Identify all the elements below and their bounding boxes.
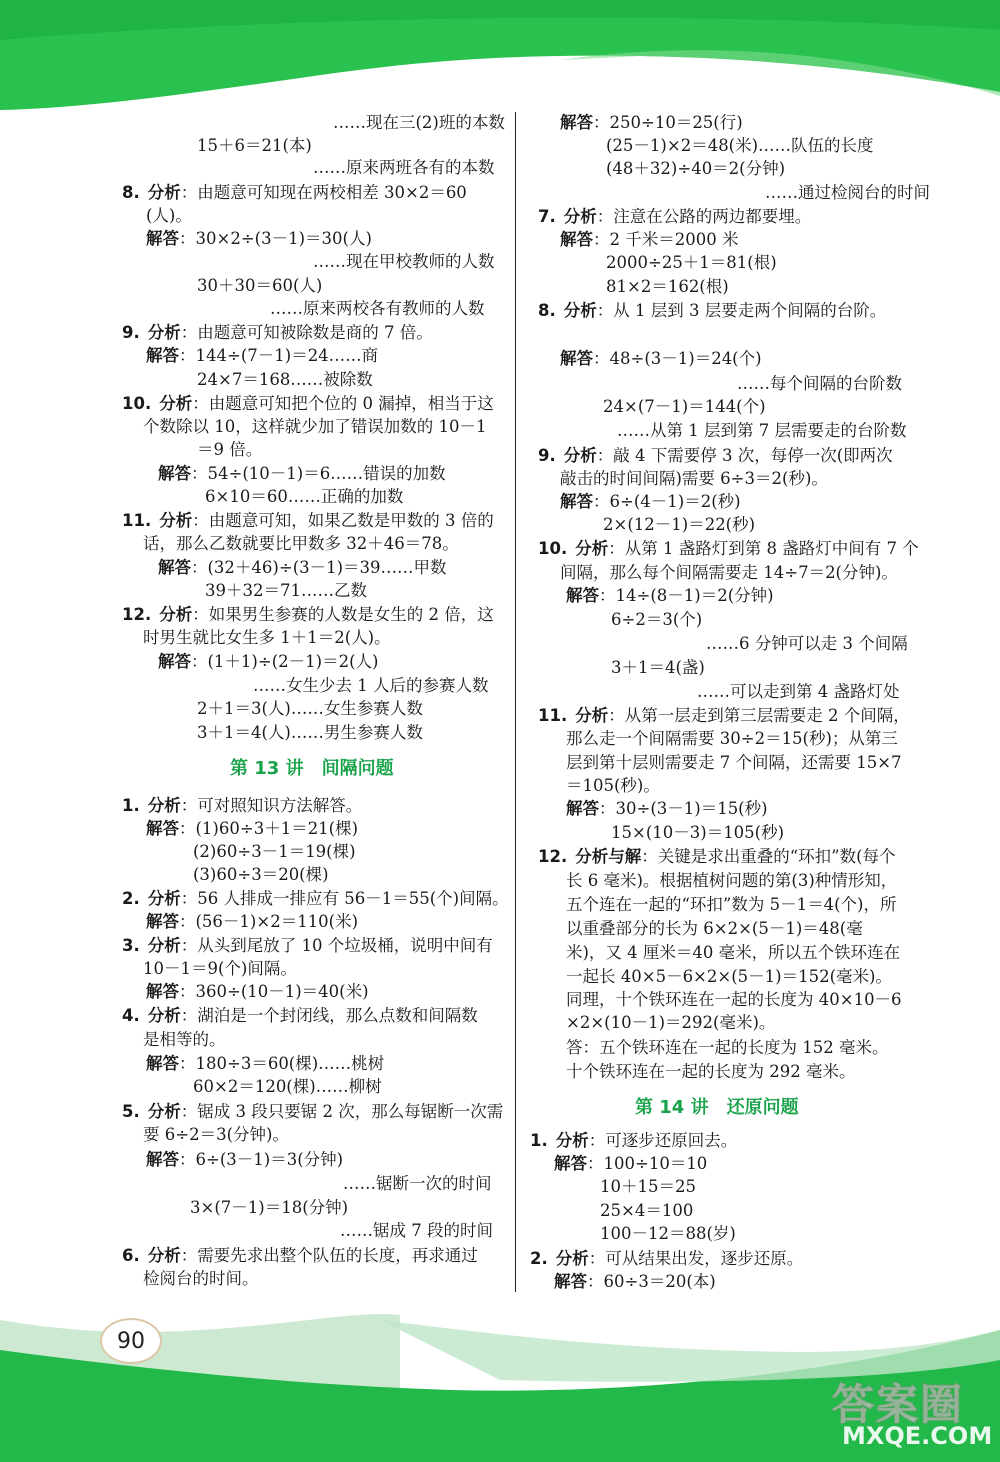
left-answer-line xyxy=(158,651,378,673)
problem-number: 10. xyxy=(122,394,152,413)
line-text: (2)60÷3－1＝19(棵) xyxy=(193,842,356,861)
line-text: ＝9 倍。 xyxy=(197,440,263,459)
right-text-line xyxy=(606,135,874,157)
left-answer-line xyxy=(146,981,369,1003)
line-text: ：6÷(3－1)＝3(分钟) xyxy=(179,1150,344,1169)
right-text-line xyxy=(600,1200,693,1222)
line-text: ：从头到尾放了 10 个垃圾桶，说明中间有 xyxy=(180,936,493,955)
left-answer-line xyxy=(146,911,358,933)
watermark-logo: 答案圈 xyxy=(832,1380,965,1429)
section-tag: 分析 xyxy=(147,889,181,908)
line-text: 3＋1＝4(人)……男生参赛人数 xyxy=(197,723,423,742)
left-text-line xyxy=(193,864,329,886)
section-tag: 分析 xyxy=(147,1246,181,1265)
section-tag: 解答 xyxy=(146,1150,179,1169)
line-text: ……可以走到第 4 盏路灯处 xyxy=(697,682,900,701)
line-text: ……现在甲校教师的人数 xyxy=(313,252,495,271)
left-answer-line xyxy=(146,345,378,367)
line-text: ：(32＋46)÷(3－1)＝39……甲数 xyxy=(191,558,447,577)
left-text-line xyxy=(143,958,297,980)
line-text: 话，那么乙数就要比甲数多 32＋46＝78。 xyxy=(143,534,459,553)
section-tag: 解答 xyxy=(146,1054,179,1073)
left-answer-line xyxy=(146,818,358,840)
right-text-line xyxy=(566,942,900,964)
problem-number: 1. xyxy=(122,796,140,815)
top-decorative-band xyxy=(0,0,1000,130)
line-text: ：(1＋1)÷(2－1)＝2(人) xyxy=(191,652,379,671)
line-text: (3)60÷3＝20(棵) xyxy=(193,865,329,884)
line-text: 3×(7－1)＝18(分钟) xyxy=(190,1198,349,1217)
left-answer-line xyxy=(146,228,372,250)
line-text: 敲击的时间间隔)需要 6÷3＝2(秒)。 xyxy=(560,469,828,488)
line-text: 检阅台的时间。 xyxy=(143,1269,259,1288)
line-text: 是相等的。 xyxy=(143,1030,226,1049)
left-text-line xyxy=(143,1268,259,1290)
right-text-line xyxy=(566,1012,775,1034)
problem-number: 1. xyxy=(530,1131,548,1150)
right-text-line xyxy=(566,1037,888,1059)
right-text-line xyxy=(611,657,705,679)
line-text: 10－1＝9(个)间隔。 xyxy=(143,959,297,978)
line-text: ：敲 4 下需要停 3 次，每停一次(即两次 xyxy=(596,446,893,465)
line-text: ：360÷(10－1)＝40(米) xyxy=(179,982,369,1001)
line-text: (人)。 xyxy=(146,206,192,225)
left-problem-5 xyxy=(122,1101,503,1123)
left-problem-11 xyxy=(122,510,494,532)
line-text: (25－1)×2＝48(米)……队伍的长度 xyxy=(606,136,874,155)
section-tag: 分析 xyxy=(147,183,181,202)
right-text-line xyxy=(566,918,863,940)
section-tag: 解答 xyxy=(146,346,179,365)
line-text: ……原来两班各有的本数 xyxy=(313,158,495,177)
problem-number: 10. xyxy=(538,539,568,558)
problem-number: 9. xyxy=(538,446,556,465)
line-text: ：关键是求出重叠的“环扣”数(每个 xyxy=(641,847,896,866)
line-text: 100－12＝88(岁) xyxy=(600,1224,736,1243)
line-text: 以重叠部分的长为 6×2×(5－1)＝48(毫 xyxy=(566,919,863,938)
section-tag: 分析 xyxy=(147,796,181,815)
section-tag: 解答 xyxy=(560,113,593,132)
line-text: 15×(10－3)＝105(秒) xyxy=(611,823,785,842)
right-answer-line xyxy=(560,491,741,513)
left-text-line xyxy=(313,157,495,179)
section-tag: 解答 xyxy=(560,230,593,249)
right-problem-2 xyxy=(530,1248,803,1270)
line-text: 25×4＝100 xyxy=(600,1201,694,1220)
right-problem-1 xyxy=(530,1130,737,1152)
line-text: ：48÷(3－1)＝24(个) xyxy=(593,349,762,368)
section-tag: 解答 xyxy=(146,912,179,931)
line-text: 30＋30＝60(人) xyxy=(197,276,323,295)
left-text-line xyxy=(193,841,356,863)
line-text: ……锯断一次的时间 xyxy=(343,1174,492,1193)
right-answer-line xyxy=(560,112,743,134)
right-text-line xyxy=(600,1223,736,1245)
section-tag: 分析 xyxy=(563,301,597,320)
right-text-line xyxy=(606,276,729,298)
right-answer-line xyxy=(554,1153,707,1175)
line-text: ：(1)60÷3＋1＝21(棵) xyxy=(179,819,359,838)
left-text-line xyxy=(343,1173,492,1195)
right-text-line xyxy=(566,752,902,774)
line-text: ：需要先求出整个队伍的长度，再求通过 xyxy=(180,1246,478,1265)
line-text: ：湖泊是一个封闭线，那么点数和间隔数 xyxy=(180,1006,478,1025)
line-text: ：6÷(4－1)＝2(秒) xyxy=(593,492,741,511)
section-tag: 解答 xyxy=(566,586,599,605)
left-answer-line xyxy=(158,463,446,485)
line-text: 24×(7－1)＝144(个) xyxy=(603,397,766,416)
right-text-line xyxy=(566,728,898,750)
line-text: ：由题意可知把个位的 0 漏掉，相当于这 xyxy=(192,394,494,413)
heading-part1: 第 13 讲 xyxy=(230,758,304,779)
section-tag: 分析 xyxy=(575,706,609,725)
section-tag: 解答 xyxy=(560,349,593,368)
section-tag: 解答 xyxy=(146,229,179,248)
problem-number: 8. xyxy=(538,301,556,320)
line-text: 时男生就比女生多 1＋1＝2(人)。 xyxy=(143,628,391,647)
right-text-line xyxy=(765,182,930,204)
line-text: ……通过检阅台的时间 xyxy=(765,183,930,202)
problem-number: 12. xyxy=(122,605,152,624)
line-text: ×2×(10－1)＝292(毫米)。 xyxy=(566,1013,776,1032)
right-text-line xyxy=(606,158,785,180)
right-text-line xyxy=(600,1176,696,1198)
line-text: ：注意在公路的两边都要埋。 xyxy=(596,207,812,226)
section-tag: 分析 xyxy=(563,446,597,465)
section-tag: 解答 xyxy=(146,819,179,838)
right-text-line xyxy=(697,681,900,703)
page-number: 90 xyxy=(100,1318,162,1364)
line-text: ：从 1 层到 3 层要走两个间隔的台阶。 xyxy=(596,301,887,320)
line-text: 五个连在一起的“环扣”数为 5－1＝4(个)，所 xyxy=(566,895,897,914)
left-text-line xyxy=(270,298,485,320)
line-text: ……每个间隔的台阶数 xyxy=(737,374,902,393)
section-tag: 解答 xyxy=(158,652,191,671)
left-answer-line xyxy=(146,1149,343,1171)
right-text-line xyxy=(566,966,892,988)
section-tag: 解答 xyxy=(560,492,593,511)
section-tag: 分析 xyxy=(159,394,193,413)
left-text-line xyxy=(146,205,192,227)
problem-number: 3. xyxy=(122,936,140,955)
line-text: (48＋32)÷40＝2(分钟) xyxy=(606,159,786,178)
right-text-line xyxy=(606,252,777,274)
left-text-line xyxy=(190,1197,348,1219)
line-text: 米)，又 4 厘米＝40 毫米，所以五个铁环连在 xyxy=(566,943,901,962)
right-text-line xyxy=(566,1061,855,1083)
left-text-line xyxy=(143,533,459,555)
line-text: ＝105(秒)。 xyxy=(566,776,660,795)
watermark-url: MXQE.COM xyxy=(842,1422,993,1450)
right-text-line xyxy=(737,373,902,395)
section-tag: 分析 xyxy=(147,323,181,342)
left-problem-4 xyxy=(122,1005,478,1027)
left-text-line xyxy=(197,369,373,391)
heading-part1: 第 14 讲 xyxy=(635,1097,709,1118)
line-text: ……6 分钟可以走 3 个间隔 xyxy=(706,634,908,653)
line-text: ：56 人排成一排应有 56－1＝55(个)间隔。 xyxy=(180,889,509,908)
problem-number: 6. xyxy=(122,1246,140,1265)
right-problem-8 xyxy=(538,300,886,322)
right-problem-12 xyxy=(538,846,896,868)
left-text-line xyxy=(205,580,367,602)
line-text: 一起长 40×5－6×2×(5－1)＝152(毫米)。 xyxy=(566,967,892,986)
left-text-line xyxy=(143,416,486,438)
problem-number: 12. xyxy=(538,847,568,866)
problem-number: 2. xyxy=(122,889,140,908)
line-text: ：250÷10＝25(行) xyxy=(593,113,743,132)
right-problem-9 xyxy=(538,445,893,467)
right-text-line xyxy=(566,989,902,1011)
left-problem-10 xyxy=(122,393,494,415)
left-text-line xyxy=(143,1124,289,1146)
right-problem-11 xyxy=(538,705,910,727)
line-text: ：30÷(3－1)＝15(秒) xyxy=(599,799,768,818)
left-problem-3 xyxy=(122,935,493,957)
line-text: ：由题意可知，如果乙数是甲数的 3 倍的 xyxy=(192,511,494,530)
line-text: ……女生少去 1 人后的参赛人数 xyxy=(253,676,489,695)
right-text-line xyxy=(566,870,897,892)
line-text: 那么走一个间隔需要 30÷2＝15(秒)；从第三 xyxy=(566,729,898,748)
right-answer-line xyxy=(566,585,774,607)
line-text: ：可从结果出发，逐步还原。 xyxy=(588,1249,804,1268)
line-text: 2000÷25＋1＝81(根) xyxy=(606,253,777,272)
line-text: 间隔，那么每个间隔需要走 14÷7＝2(分钟)。 xyxy=(560,563,898,582)
left-text-line xyxy=(197,135,312,157)
line-text: 十个铁环连在一起的长度为 292 毫米。 xyxy=(566,1062,856,1081)
problem-number: 9. xyxy=(122,323,140,342)
section-tag: 解答 xyxy=(566,799,599,818)
section-tag: 分析 xyxy=(555,1249,589,1268)
left-text-line xyxy=(313,251,495,273)
section-tag: 分析与解 xyxy=(575,847,642,866)
section-tag: 分析 xyxy=(575,539,609,558)
line-text: ：锯成 3 段只要锯 2 次，那么每锯断一次需 xyxy=(180,1102,504,1121)
line-text: ……锯成 7 段的时间 xyxy=(340,1221,493,1240)
right-problem-7 xyxy=(538,206,811,228)
left-problem-2 xyxy=(122,888,509,910)
line-text: 10＋15＝25 xyxy=(600,1177,696,1196)
left-text-line xyxy=(197,439,262,461)
line-text: ：2 千米＝2000 米 xyxy=(593,230,739,249)
left-text-line xyxy=(143,1029,226,1051)
section-tag: 解答 xyxy=(554,1272,587,1291)
line-text: ：30×2÷(3－1)＝30(人) xyxy=(179,229,372,248)
line-text: 2＋1＝3(人)……女生参赛人数 xyxy=(197,699,423,718)
line-text: 60×2＝120(棵)……柳树 xyxy=(193,1077,382,1096)
left-problem-6 xyxy=(122,1245,478,1267)
line-text: 6÷2＝3(个) xyxy=(611,610,703,629)
left-text-line xyxy=(197,722,423,744)
section-tag: 分析 xyxy=(159,511,193,530)
line-text: ：54÷(10－1)＝6……错误的加数 xyxy=(191,464,446,483)
line-text: ：(56－1)×2＝110(米) xyxy=(179,912,359,931)
left-text-line xyxy=(253,675,489,697)
heading-part2: 间隔问题 xyxy=(321,758,394,779)
line-text: ：144÷(7－1)＝24……商 xyxy=(179,346,379,365)
line-text: ：60÷3＝20(本) xyxy=(587,1272,716,1291)
line-text: 3＋1＝4(盏) xyxy=(611,658,705,677)
line-text: 2×(12－1)＝22(秒) xyxy=(603,515,756,534)
line-text: ：由题意可知现在两校相差 30×2＝60 xyxy=(180,183,467,202)
left-text-line xyxy=(143,627,391,649)
line-text: ：可对照知识方法解答。 xyxy=(180,796,363,815)
right-text-line xyxy=(560,562,898,584)
right-text-line xyxy=(566,894,896,916)
line-text: 同理，十个铁环连在一起的长度为 40×10－6 xyxy=(566,990,902,1009)
right-text-line xyxy=(603,514,755,536)
left-text-line xyxy=(193,1076,382,1098)
left-text-line xyxy=(205,486,403,508)
line-text: 要 6÷2＝3(分钟)。 xyxy=(143,1125,289,1144)
line-text: 15＋6＝21(本) xyxy=(197,136,312,155)
line-text: 长 6 毫米)。根据植树问题的第(3)种情形知， xyxy=(566,871,898,890)
line-text: ：从第 1 盏路灯到第 8 盏路灯中间有 7 个 xyxy=(608,539,919,558)
line-text: ：从第一层走到第三层需要走 2 个间隔， xyxy=(608,706,910,725)
section-tag: 解答 xyxy=(146,982,179,1001)
problem-number: 4. xyxy=(122,1006,140,1025)
line-text: 81×2＝162(根) xyxy=(606,277,729,296)
section-tag: 分析 xyxy=(159,605,193,624)
right-text-line xyxy=(603,396,766,418)
right-answer-line xyxy=(560,229,738,251)
column-divider xyxy=(515,112,516,1292)
right-text-line xyxy=(706,633,908,655)
line-text: ……从第 1 层到第 7 层需要走的台阶数 xyxy=(617,421,907,440)
left-answer-line xyxy=(158,557,447,579)
right-answer-line xyxy=(554,1271,716,1293)
line-text: 个数除以 10，这样就少加了错误加数的 10－1 xyxy=(143,417,487,436)
left-problem-1 xyxy=(122,795,362,817)
line-text: 24×7＝168……被除数 xyxy=(197,370,373,389)
heading-part2: 还原问题 xyxy=(726,1097,799,1118)
problem-number: 11. xyxy=(122,511,152,530)
left-problem-9 xyxy=(122,322,433,344)
section-tag: 分析 xyxy=(147,1102,181,1121)
section-tag: 解答 xyxy=(158,464,191,483)
line-text: ……现在三(2)班的本数 xyxy=(333,113,505,132)
right-text-line xyxy=(566,775,660,797)
section-tag: 分析 xyxy=(563,207,597,226)
line-text: ……原来两校各有教师的人数 xyxy=(270,299,485,318)
line-text: 39＋32＝71……乙数 xyxy=(205,581,367,600)
line-text: ：可逐步还原回去。 xyxy=(588,1131,738,1150)
problem-number: 8. xyxy=(122,183,140,202)
right-text-line xyxy=(611,609,702,631)
line-text: ：如果男生参赛的人数是女生的 2 倍，这 xyxy=(192,605,494,624)
left-answer-line xyxy=(146,1053,384,1075)
section-tag: 解答 xyxy=(158,558,191,577)
line-text: ：由题意可知被除数是商的 7 倍。 xyxy=(180,323,433,342)
right-text-line xyxy=(611,822,784,844)
line-text: 答：五个铁环连在一起的长度为 152 毫米。 xyxy=(566,1038,889,1057)
right-text-line xyxy=(560,468,828,490)
right-heading xyxy=(635,1097,799,1119)
line-text: 6×10＝60……正确的加数 xyxy=(205,487,404,506)
section-tag: 分析 xyxy=(555,1131,589,1150)
section-tag: 分析 xyxy=(147,936,181,955)
left-problem-12 xyxy=(122,604,494,626)
left-text-line xyxy=(340,1220,493,1242)
left-text-line xyxy=(197,698,423,720)
problem-number: 2. xyxy=(530,1249,548,1268)
section-tag: 解答 xyxy=(554,1154,587,1173)
left-text-line xyxy=(197,275,322,297)
left-problem-8 xyxy=(122,182,467,204)
line-text: ：180÷3＝60(棵)……桃树 xyxy=(179,1054,385,1073)
right-answer-line xyxy=(560,348,762,370)
line-text: 层到第十层则需要走 7 个间隔，还需要 15×7 xyxy=(566,753,902,772)
line-text: ：14÷(8－1)＝2(分钟) xyxy=(599,586,774,605)
right-text-line xyxy=(617,420,906,442)
left-text-line xyxy=(333,112,505,134)
line-text: ：100÷10＝10 xyxy=(587,1154,708,1173)
problem-number: 11. xyxy=(538,706,568,725)
right-answer-line xyxy=(566,798,768,820)
problem-number: 5. xyxy=(122,1102,140,1121)
left-heading xyxy=(230,758,394,780)
problem-number: 7. xyxy=(538,207,556,226)
right-problem-10 xyxy=(538,538,919,560)
section-tag: 分析 xyxy=(147,1006,181,1025)
